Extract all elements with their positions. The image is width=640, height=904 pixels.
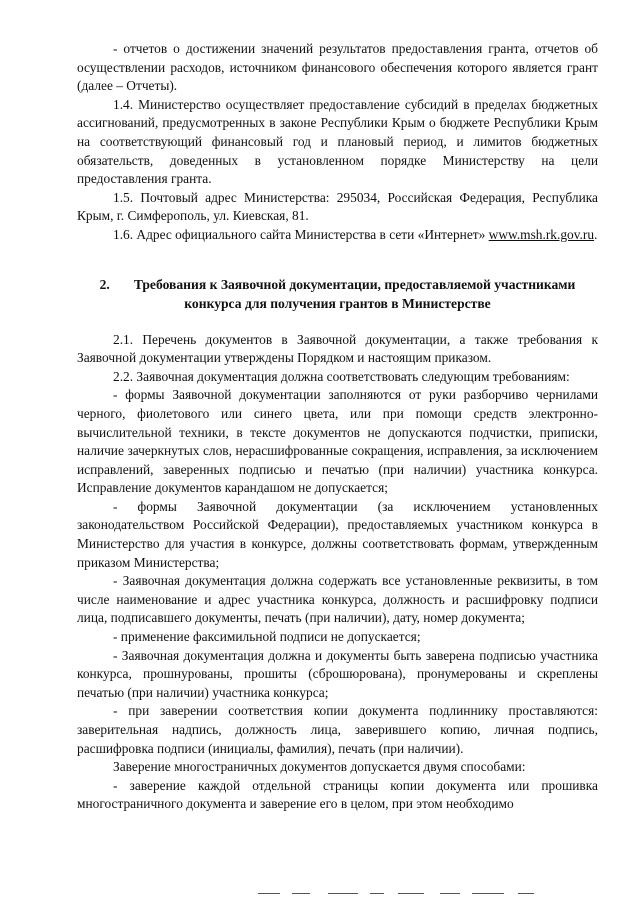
paragraph-2-1: 2.1. Перечень документов в Заявочной документации, а также требования к Заявочной документации утверждены Порядком и настоящим приказом. — [77, 331, 598, 366]
paragraph-2-2: 2.2. Заявочная документация должна соответствовать следующим требованиям: — [113, 368, 570, 384]
paragraph-1-6-end: . — [594, 226, 598, 242]
paragraph-1-6 — [77, 226, 598, 245]
ministry-website-link[interactable]: www.msh.rk.gov.ru — [488, 226, 595, 242]
document-page — [77, 40, 598, 814]
requirement-certification: - Заявочная документация должна и документы быть заверена подписью участника конкурса, прошнурованы, прошиты (сброшюрована), пронумерованы и скреплены печатью (при наличии) участника конкурса; — [77, 647, 598, 700]
requirement-facsimile: - применение факсимильной подписи не допускается; — [113, 629, 421, 645]
paragraph-1-5: 1.5. Почтовый адрес Министерства: 295034, Российская Федерация, Республика Крым, г. Симферополь, ул. Киевская, 81. — [77, 189, 598, 224]
section-2-title: Требования к Заявочной документации, предоставляемой участниками конкурса для получения грантов в Министерстве — [133, 276, 576, 311]
paragraph-multipage-method: - заверение каждой отдельной страницы копии документа или прошивка многостраничного документа и заверение его в целом, при этом необходимо — [77, 777, 598, 812]
requirement-forms: - формы Заявочной документации (за исключением установленных законодательством Российской Федерации), предоставляемых участником конкурса в Министерство для участия в конкурсе, должны соответствовать формам, утвержденным приказом Министерства; — [77, 498, 598, 570]
paragraph-reports: - отчетов о достижении значений результатов предоставления гранта, отчетов об осуществлении расходов, источником финансового обеспечения которого является грант (далее – Отчеты). — [77, 41, 598, 94]
requirement-filling: - формы Заявочной документации заполняются от руки разборчиво чернилами черного, фиолетового или синего цвета, или при помощи средств электронно-вычислительной техники, в тексте документов не допускаются подчистки, приписки, наличие зачеркнутых слов, нерасшифрованные сокращения, исправления, за исключением исправлений, заверенных подписью и печатью (при наличии) участника конкурса. Исправление документов карандашом не допускается; — [77, 387, 598, 496]
section-2-number: 2. — [99, 276, 110, 292]
scan-edge-marks — [258, 893, 558, 899]
requirement-copy-certification: - при заверении соответствия копии документа подлиннику проставляются: заверительная надпись, должность лица, заверившего копию, личная подпись, расшифровка подписи (инициалы, фамилия), печать (при наличии). — [77, 703, 598, 756]
paragraph-multipage: Заверение многостраничных документов допускается двумя способами: — [113, 759, 526, 775]
requirement-details: - Заявочная документация должна содержать все установленные реквизиты, в том числе наименование и адрес участника конкурса, должность и расшифровку подписи лица, подписавшего документы, печать (при наличии), дату, номер документа; — [77, 573, 598, 626]
section-2-heading — [77, 275, 598, 313]
paragraph-1-6-text: 1.6. Адрес официального сайта Министерства в сети «Интернет» — [113, 226, 489, 242]
paragraph-1-4: 1.4. Министерство осуществляет предоставление субсидий в пределах бюджетных ассигнований, предусмотренных в законе Республики Крым о бюджете Республики Крым на соответствующий финансовый год и плановый период, и лимитов бюджетных обязательств, доведенных в установленном порядке Министерству на цели предоставления гранта. — [77, 96, 598, 187]
